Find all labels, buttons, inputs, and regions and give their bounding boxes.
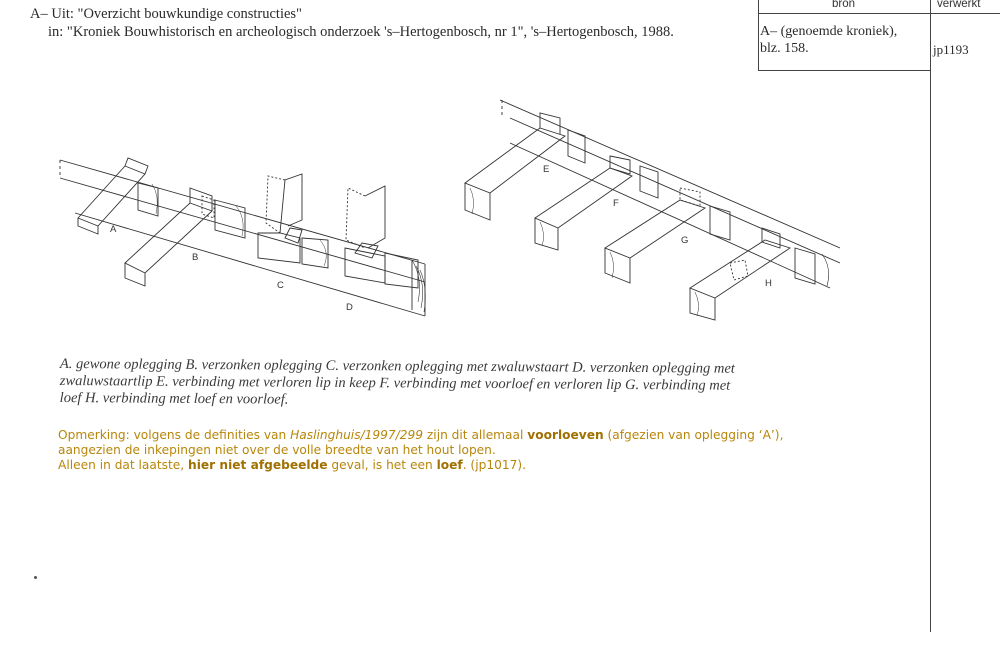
joint-A-drawing bbox=[78, 158, 158, 234]
remark-note bbox=[58, 428, 858, 473]
verwerkt-value: jp1193 bbox=[933, 42, 969, 57]
joint-F-drawing bbox=[535, 156, 658, 250]
remark-reference: Haslinghuis/1997/299 bbox=[290, 428, 424, 442]
source-title: A– Uit: "Overzicht bouwkundige constructies" bbox=[30, 6, 302, 22]
remark-line-2: aangezien de inkepingen niet over de volle breedte van het hout lopen. bbox=[58, 443, 496, 457]
table-bottom-rule bbox=[758, 70, 930, 71]
joint-H-drawing bbox=[690, 228, 815, 320]
label-A: A bbox=[110, 224, 117, 235]
bron-line-2: blz. 158. bbox=[760, 41, 809, 56]
remark-text: Opmerking: volgens de definities van bbox=[58, 428, 291, 442]
joint-G-drawing bbox=[605, 188, 730, 283]
remark-text: geval, is het een bbox=[327, 458, 437, 472]
label-B: B bbox=[192, 252, 199, 263]
label-H: H bbox=[765, 278, 772, 289]
remark-text: Alleen in dat laatste, bbox=[58, 458, 189, 472]
caption-line-1: A. gewone oplegging B. verzonken oplegging C. verzonken oplegging met zwaluwstaart D. verzonken oplegging met bbox=[59, 356, 735, 377]
table-right-border bbox=[930, 0, 931, 632]
label-E: E bbox=[543, 164, 550, 175]
label-G: G bbox=[681, 235, 689, 246]
bron-line-1: A– (genoemde kroniek), bbox=[760, 24, 898, 39]
label-C: C bbox=[277, 280, 284, 291]
joint-D-drawing bbox=[345, 186, 418, 288]
remark-text: . (jp1017). bbox=[462, 458, 526, 472]
remark-emphasis: hier niet afgebeelde bbox=[188, 458, 328, 472]
joint-B-drawing bbox=[125, 188, 245, 286]
remark-line-1 bbox=[58, 428, 858, 443]
remark-emphasis: loef bbox=[436, 458, 463, 472]
label-D: D bbox=[346, 302, 353, 313]
table-header-rule bbox=[758, 13, 1000, 14]
remark-line-3 bbox=[58, 458, 858, 473]
joint-C-drawing bbox=[258, 174, 328, 268]
remark-emphasis: voorloeven bbox=[527, 428, 604, 442]
remark-text: (afgezien van oplegging ‘A’), bbox=[603, 428, 784, 442]
right-main-beam bbox=[500, 100, 840, 288]
remark-text: zijn dit allemaal bbox=[423, 428, 528, 442]
label-F: F bbox=[613, 198, 619, 209]
scan-speck bbox=[34, 576, 37, 579]
joint-drawings bbox=[40, 88, 840, 328]
column-header-verwerkt: verwerkt bbox=[937, 0, 981, 10]
caption-line-3: loef H. verbinding met loef en voorloef. bbox=[59, 389, 289, 408]
left-main-beam bbox=[60, 160, 425, 316]
figure-caption bbox=[60, 356, 840, 412]
table-left-border bbox=[758, 0, 759, 70]
source-citation: in: "Kroniek Bouwhistorisch en archeologisch onderzoek 's–Hertogenbosch, nr 1", 's–Hertogenbosch, 1988. bbox=[48, 24, 674, 40]
column-header-bron: bron bbox=[832, 0, 856, 10]
caption-line-2: zwaluwstaartlip E. verbinding met verloren lip in keep F. verbinding met voorloef en verloren lip G. verbinding met bbox=[59, 372, 731, 394]
